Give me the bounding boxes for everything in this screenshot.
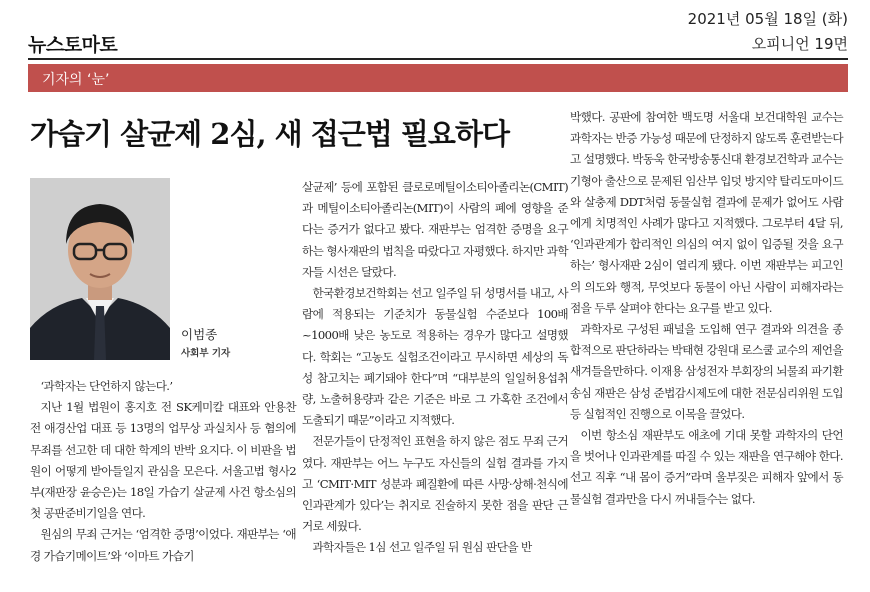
article-paragraph: 살균제’ 등에 포함된 클로로메틸이소티아졸리논(CMIT)과 메틸이소티아졸리논(MIT)이 사람의 폐에 영향을 준다는 증거가 없다고 봤다. 재판부는 엄격한 증명을 요구하는 형사재판의 법칙을 따랐다고 자평했다. 하지만 과학자들 시선은 달랐다. [302,180,568,279]
byline-name: 이범종 [181,327,218,342]
article-paragraph: 지난 1월 법원이 홍지호 전 SK케미칼 대표와 안용찬 전 애경산업 대표 등 13명의 업무상 과실치사 등 혐의에 무죄를 선고한 데 대한 학계의 반박 요지다. 이 비판을 법원이 어떻게 받아들일지 관심을 모은다. 서울고법 형사2부(재판장 윤승은)는 18일 가습기 살균제 사건 항소심의 첫 공판준비기일을 연다. [30,400,296,521]
column-tag-label: 기자의 ‘눈’ [42,72,110,88]
article-paragraph: 한국환경보건학회는 선고 일주일 뒤 성명서를 내고, 사람에 적용되는 기준치가 동물실험 수준보다 100배~1000배 낮은 농도로 적용하는 경우가 많다고 설명했다. 학회는 “고농도 실험조건이라고 무시하면 세상의 독성 참고치는 폐기돼야 한다”며 “대부분의 일일허용섭취량, 노출허용량과 같은 기준은 바로 그 가혹한 조건에서 도출되기 때문”이라고 지적했다. [302,286,568,428]
article-paragraph: 원심의 무죄 근거는 ‘엄격한 증명’이었다. 재판부는 ‘애경 가습기메이트’와 ‘이마트 가습기 [30,527,296,563]
article-paragraph: 과학자들은 1심 선고 일주일 뒤 원심 판단을 반 [312,540,532,555]
reporter-photo [30,178,170,360]
article-headline: 가습기 살균제 2심, 새 접근법 필요하다 [30,117,509,151]
article-column-1 [30,376,296,567]
masthead-rule [28,58,848,60]
article-paragraph: 박했다. 공판에 참여한 백도명 서울대 보건대학원 교수는 과학자는 반증 가능성 때문에 단정하지 않도록 훈련받는다고 설명했다. 박동욱 한국방송통신대 환경보건학과 교수는 기형아 출산으로 문제된 임산부 입덧 방지약 탈리도마이드와 살충제 DDT처럼 동물실험 결과에 문제가 없어도 사람에게 치명적인 사례가 많다고 지적했다. 그로부터 4달 뒤, ‘인과관계가 합리적인 의심의 여지 없이 입증될 것을 요구하는’ 형사재판 2심이 열리게 됐다. 이번 재판부는 피고인의 의도와 행적, 무엇보다 동물이 아닌 사람이 피해자라는 점을 두루 살펴야 한다는 요구를 받고 있다. [570,110,843,315]
article-paragraph: 전문가들이 단정적인 표현을 하지 않은 점도 무죄 근거였다. 재판부는 어느 누구도 자신들의 실험 결과를 가지고 ‘CMIT·MIT 성분과 폐질환에 따른 사망·상해·천식에 인과관계가 있다’는 취지로 진술하지 못한 점을 판단 근거로 세웠다. [302,434,568,534]
article-column-3 [570,107,843,510]
article-paragraph: 과학자로 구성된 패널을 도입해 연구 결과와 의견을 종합적으로 판단하라는 박태현 강원대 로스쿨 교수의 제언을 새겨들을만하다. 이재용 삼성전자 부회장의 뇌물죄 파기환송심 재판은 삼성 준법감시제도에 대한 전문심리위원 도입 등 실험적인 진행으로 이목을 끌었다. [570,322,843,421]
masthead-logo: 뉴스토마토 [28,34,118,56]
byline-department: 사회부 기자 [181,348,231,359]
article-column-2 [302,177,568,559]
reporter-portrait-graphic [30,178,170,360]
column-tag-bar [28,64,848,92]
article-paragraph: ‘과학자는 단언하지 않는다.’ [40,379,173,393]
issue-date: 2021년 05월 18일 (화) [687,10,848,28]
article-paragraph: 이번 항소심 재판부도 애초에 기대 못할 과학자의 단언을 벗어나 인과관계를 따질 수 있는 재판을 연구해야 한다. 선고 직후 “내 몸이 증거”라며 울부짖은 피해자 앞에서 동물실험 결과만을 다시 꺼내들수는 없다. [570,428,843,506]
issue-section-page: 오피니언 19면 [751,35,848,53]
